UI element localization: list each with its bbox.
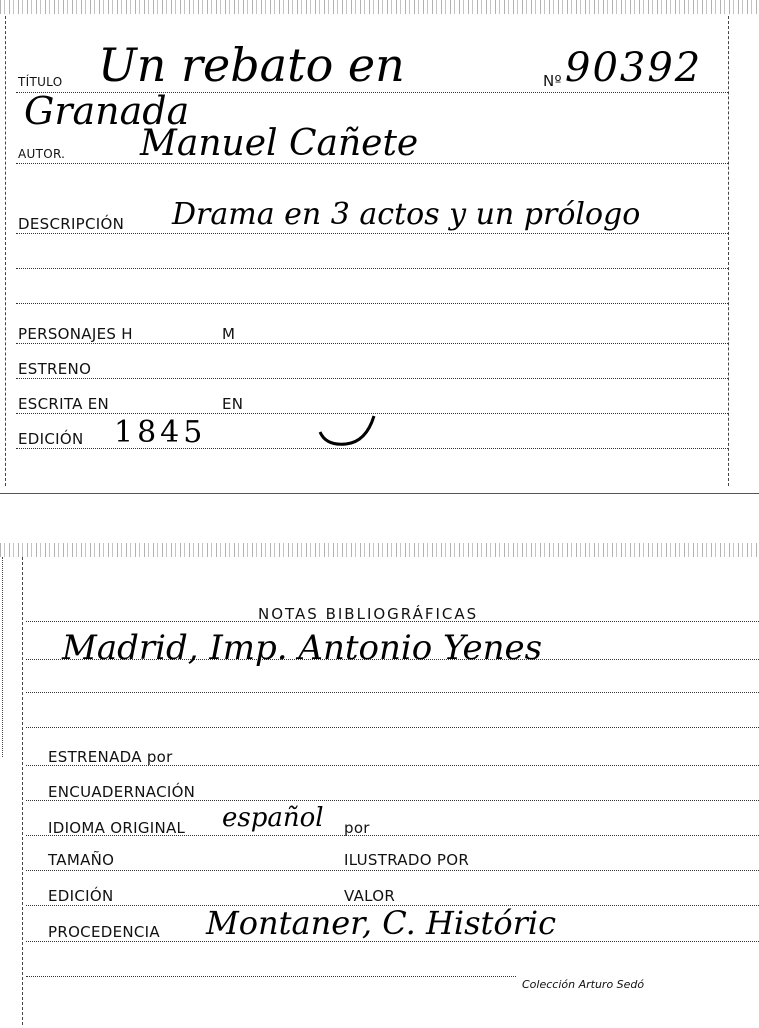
estreno-label: ESTRENO [18,360,92,378]
rule-line [26,692,759,693]
autor-handwritten: Manuel Cañete [140,123,419,164]
rule-line [16,268,728,269]
rule-line [26,870,759,871]
card-top-edge [0,0,759,14]
card-left-border [22,557,23,1025]
titulo-label: TÍTULO [18,75,63,89]
rule-line [16,343,728,344]
catalog-card-back [0,543,759,1028]
ilustrado-por-label: ILUSTRADO POR [344,851,470,869]
numero-handwritten: 90392 [565,45,703,91]
numero-label: Nº [543,72,562,90]
card-left-border [5,16,6,486]
notas-handwritten: Madrid, Imp. Antonio Yenes [62,628,543,668]
rule-line [16,233,728,234]
edicion-label: EDICIÓN [18,430,84,448]
estrenada-por-label: ESTRENADA por [48,748,173,766]
procedencia-handwritten: Montaner, C. Históric [206,904,557,942]
edicion-handwritten: 1845 [114,415,207,450]
card-right-border [728,16,729,486]
en-label: EN [222,395,244,413]
collection-credit: Colección Arturo Sedó [522,978,645,991]
rule-line [16,303,728,304]
page-divider [0,493,759,494]
valor-label: VALOR [344,887,396,905]
catalog-card-front [0,0,759,493]
card-edge-shadow [2,557,3,757]
rule-line [26,976,516,977]
tamano-label: TAMAÑO [48,851,115,869]
procedencia-label: PROCEDENCIA [48,923,160,941]
personajes-h-label: PERSONAJES H [18,325,133,343]
notas-heading: NOTAS BIBLIOGRÁFICAS [258,605,479,623]
titulo-handwritten-line1: Un rebato en [98,38,405,92]
pen-mark [316,412,380,450]
autor-label: AUTOR. [18,147,66,161]
descripcion-handwritten: Drama en 3 actos y un prólogo [172,197,641,232]
idioma-original-label: IDIOMA ORIGINAL [48,819,186,837]
escrita-en-label: ESCRITA EN [18,395,110,413]
card-top-edge [0,543,759,557]
edicion-back-label: EDICIÓN [48,887,114,905]
idioma-handwritten: español [222,803,324,833]
rule-line [16,378,728,379]
rule-line [26,727,759,728]
personajes-m-label: M [222,325,236,343]
encuadernacion-label: ENCUADERNACIÓN [48,783,196,801]
por-label: por [344,819,370,837]
titulo-handwritten-line2: Granada [24,89,190,133]
descripcion-label: DESCRIPCIÓN [18,215,125,233]
